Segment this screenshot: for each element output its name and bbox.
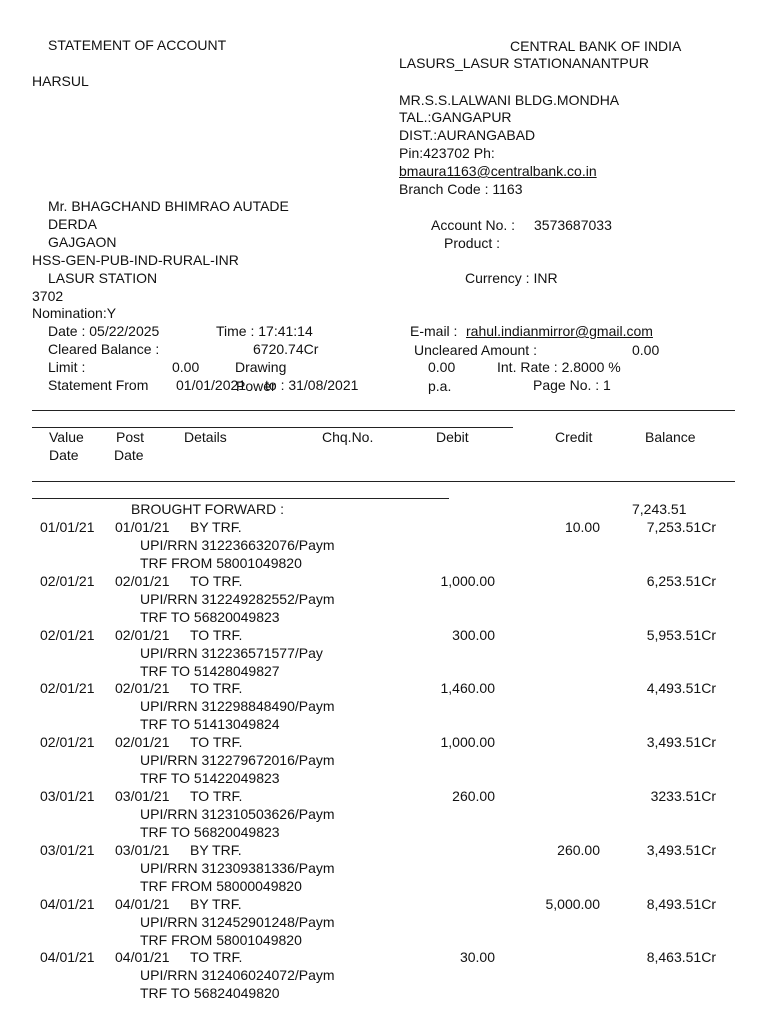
txn-type: TO TRF. [190, 573, 243, 589]
txn-detail-2: TRF TO 51413049824 [140, 716, 280, 732]
branch-code: Branch Code : 1163 [399, 181, 523, 197]
col-post-date-header-2: Date [114, 447, 144, 463]
txn-type: BY TRF. [190, 519, 242, 535]
txn-detail-1: UPI/RRN 312279672016/Paym [140, 752, 335, 768]
txn-detail-1: UPI/RRN 312310503626/Paym [140, 806, 335, 822]
customer-name: Mr. BHAGCHAND BHIMRAO AUTADE [48, 198, 289, 214]
txn-credit: 10.00 [564, 519, 600, 535]
txn-debit: 1,000.00 [440, 573, 495, 589]
header-divider [32, 410, 735, 411]
limit-label: Limit : [48, 359, 86, 375]
txn-type: TO TRF. [190, 949, 243, 965]
txn-detail-2: TRF TO 51428049827 [140, 663, 280, 679]
txn-balance: 3,493.51Cr [646, 842, 716, 858]
txn-value-date: 02/01/21 [40, 627, 95, 643]
per-annum-label: p.a. [428, 378, 452, 394]
table-header-rule-bottom [32, 481, 735, 482]
txn-detail-2: TRF FROM 58001049820 [140, 932, 302, 948]
txn-type: TO TRF. [190, 627, 243, 643]
account-no-value: 3573687033 [534, 217, 612, 233]
currency: Currency : INR [465, 270, 558, 286]
txn-detail-1: UPI/RRN 312298848490/Paym [140, 698, 335, 714]
txn-value-date: 04/01/21 [40, 949, 95, 965]
branch-pin-phone: Pin:423702 Ph: [399, 145, 495, 161]
txn-debit: 1,000.00 [440, 734, 495, 750]
cleared-balance-value: 6720.74Cr [253, 341, 319, 357]
txn-post-date: 04/01/21 [115, 949, 170, 965]
txn-detail-2: TRF FROM 58001049820 [140, 555, 302, 571]
txn-credit: 5,000.00 [545, 896, 600, 912]
txn-balance: 8,463.51Cr [646, 949, 716, 965]
statement-from-date: 01/01/2021 [176, 377, 247, 393]
customer-address-2: GAJGAON [48, 234, 117, 250]
branch-address-2: TAL.:GANGAPUR [399, 109, 512, 125]
col-value-date-header-2: Date [49, 447, 79, 463]
limit-value: 0.00 [172, 359, 200, 375]
txn-type: TO TRF. [190, 680, 243, 696]
txn-type: BY TRF. [190, 842, 242, 858]
statement-from-label: Statement From [48, 377, 149, 393]
customer-address-1: DERDA [48, 216, 98, 232]
txn-detail-2: TRF TO 56820049823 [140, 824, 280, 840]
txn-detail-1: UPI/RRN 312452901248/Paym [140, 914, 335, 930]
statement-date: Date : 05/22/2025 [48, 323, 160, 339]
customer-address-4: 3702 [32, 288, 64, 304]
cleared-balance-label: Cleared Balance : [48, 341, 160, 357]
bank-name: CENTRAL BANK OF INDIA [510, 38, 682, 54]
txn-detail-2: TRF TO 51422049823 [140, 770, 280, 786]
txn-post-date: 02/01/21 [115, 573, 170, 589]
txn-balance: 3233.51Cr [650, 788, 716, 804]
col-details-header: Details [184, 429, 227, 445]
branch-email-link[interactable]: bmaura1163@centralbank.co.in [399, 163, 597, 179]
uncleared-amount-value: 0.00 [632, 342, 660, 358]
txn-balance: 7,253.51Cr [646, 519, 716, 535]
txn-detail-1: UPI/RRN 312406024072/Paym [140, 967, 335, 983]
txn-detail-2: TRF TO 56824049820 [140, 985, 280, 1001]
txn-detail-1: UPI/RRN 312309381336/Paym [140, 860, 335, 876]
interest-rate: Int. Rate : 2.8000 % [497, 359, 621, 375]
txn-detail-1: UPI/RRN 312249282552/Paym [140, 591, 335, 607]
txn-post-date: 01/01/21 [115, 519, 170, 535]
email-label: E-mail : [410, 323, 458, 339]
txn-value-date: 04/01/21 [40, 896, 95, 912]
txn-detail-1: UPI/RRN 312236632076/Paym [140, 537, 335, 553]
col-post-date-header-1: Post [116, 429, 145, 445]
txn-balance: 3,493.51Cr [646, 734, 716, 750]
branch-city: HARSUL [32, 73, 89, 89]
nomination-status: Nomination:Y [32, 305, 117, 321]
branch-address-3: DIST.:AURANGABAD [399, 127, 536, 143]
col-value-date-header-1: Value [49, 429, 84, 445]
col-credit-header: Credit [555, 429, 593, 445]
statement-to-date: to : 31/08/2021 [265, 377, 359, 393]
txn-value-date: 03/01/21 [40, 842, 95, 858]
txn-detail-2: TRF FROM 58000049820 [140, 878, 302, 894]
txn-detail-2: TRF TO 56820049823 [140, 609, 280, 625]
drawing-label: Drawing [235, 359, 287, 375]
txn-type: BY TRF. [190, 896, 242, 912]
col-balance-header: Balance [645, 429, 696, 445]
txn-debit: 1,460.00 [440, 680, 495, 696]
brought-forward-value: 7,243.51 [632, 501, 687, 517]
txn-value-date: 01/01/21 [40, 519, 95, 535]
account-no-label: Account No. : [431, 217, 516, 233]
customer-email-link[interactable]: rahul.indianmirror@gmail.com [466, 323, 653, 339]
branch-line: LASURS_LASUR STATIONANANTPUR [399, 55, 649, 71]
document-title: STATEMENT OF ACCOUNT [48, 37, 227, 53]
txn-balance: 6,253.51Cr [646, 573, 716, 589]
txn-balance: 5,953.51Cr [646, 627, 716, 643]
txn-post-date: 03/01/21 [115, 842, 170, 858]
txn-credit: 260.00 [557, 842, 600, 858]
col-chq-header: Chq.No. [322, 429, 374, 445]
txn-value-date: 02/01/21 [40, 573, 95, 589]
col-debit-header: Debit [436, 429, 469, 445]
branch-address-1: MR.S.S.LALWANI BLDG.MONDHA [399, 92, 620, 108]
uncleared-amount-label: Uncleared Amount : [414, 342, 537, 358]
power-label: Power [236, 378, 276, 394]
txn-post-date: 03/01/21 [115, 788, 170, 804]
txn-value-date: 02/01/21 [40, 734, 95, 750]
txn-post-date: 04/01/21 [115, 896, 170, 912]
page-number: Page No. : 1 [533, 377, 611, 393]
drawing-power-value: 0.00 [428, 359, 456, 375]
txn-debit: 260.00 [452, 788, 495, 804]
product-label: Product : [444, 235, 501, 251]
txn-post-date: 02/01/21 [115, 627, 170, 643]
txn-post-date: 02/01/21 [115, 734, 170, 750]
txn-type: TO TRF. [190, 788, 243, 804]
txn-value-date: 02/01/21 [40, 680, 95, 696]
account-scheme: HSS-GEN-PUB-IND-RURAL-INR [32, 252, 239, 268]
brought-forward-label: BROUGHT FORWARD : [131, 501, 284, 517]
customer-address-3: LASUR STATION [48, 270, 158, 286]
txn-type: TO TRF. [190, 734, 243, 750]
txn-detail-1: UPI/RRN 312236571577/Pay [140, 645, 323, 661]
statement-time: Time : 17:41:14 [216, 323, 313, 339]
txn-debit: 30.00 [459, 949, 495, 965]
txn-balance: 4,493.51Cr [646, 680, 716, 696]
txn-value-date: 03/01/21 [40, 788, 95, 804]
table-body-rule [32, 498, 449, 499]
txn-post-date: 02/01/21 [115, 680, 170, 696]
txn-balance: 8,493.51Cr [646, 896, 716, 912]
txn-debit: 300.00 [452, 627, 495, 643]
